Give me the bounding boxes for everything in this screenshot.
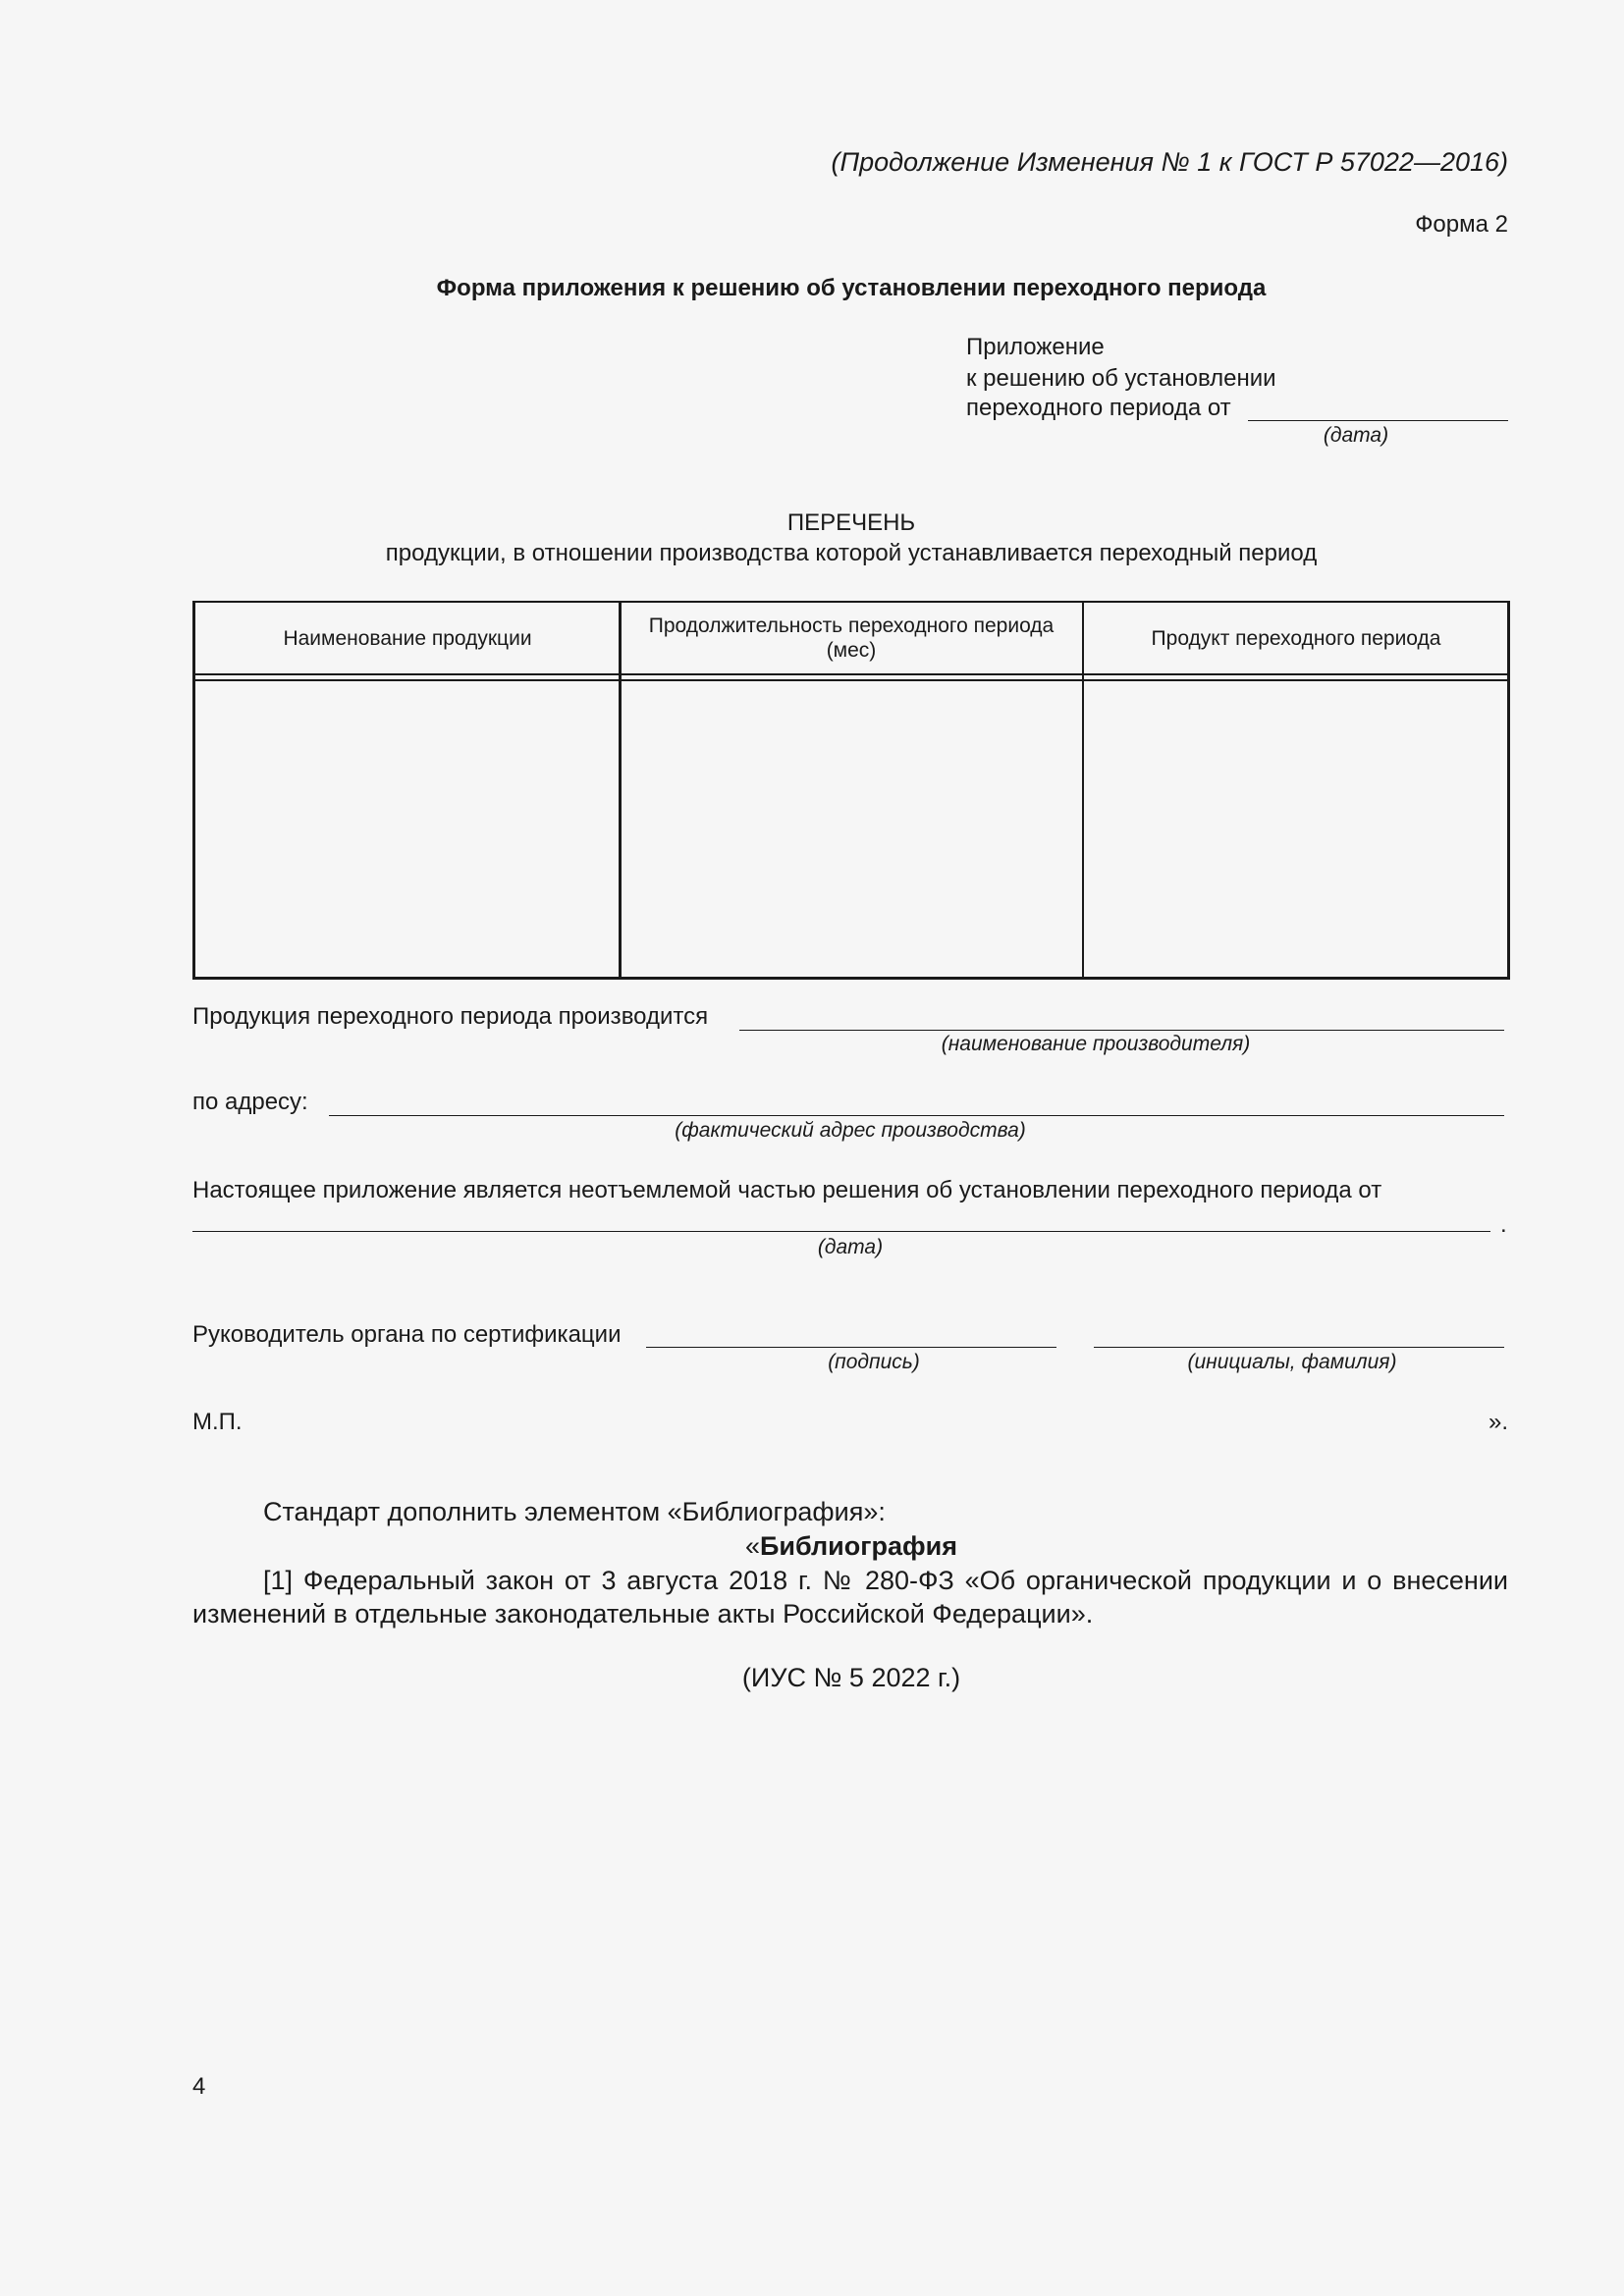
table-header-duration: Продолжительность переходного периода (мес) [648,614,1055,662]
name-line [1094,1347,1504,1348]
integral-date-line [192,1231,1490,1232]
table-border-left [192,601,195,979]
name-caption: (инициалы, фамилия) [1187,1351,1397,1373]
bibliography-heading-quote: « [744,1531,761,1561]
table-header-product-name: Наименование продукции [283,626,532,650]
appendix-date-line [1248,420,1508,421]
bibliography-intro: Стандарт дополнить элементом «Библиография»: [263,1497,886,1526]
integral-period: . [1500,1211,1507,1238]
form-title: Форма приложения к решению об установлении переходного периода [436,275,1267,301]
appendix-line2: к решению об установлении [966,365,1276,392]
list-title: ПЕРЕЧЕНЬ [786,509,916,536]
appendix-date-caption: (дата) [1323,424,1389,447]
table-divider-2 [1082,601,1084,979]
bibliography-ref-line1: [1] Федеральный закон от 3 августа 2018 г. № 280-ФЗ «Об органической продукции и о внесении [263,1566,1508,1595]
seal-mark: М.П. [192,1409,243,1435]
table-header-transition-product: Продукт переходного периода [1151,626,1441,650]
appendix-line3: переходного периода от [966,395,1231,421]
table-border-right [1507,601,1510,979]
table-header-separator-2 [192,679,1510,681]
integral-date-caption: (дата) [817,1236,884,1258]
signature-line [646,1347,1056,1348]
table-border-bottom [192,977,1510,980]
page-number: 4 [192,2073,206,2100]
ius-reference: (ИУС № 5 2022 г.) [741,1663,961,1692]
head-label: Руководитель органа по сертификации [192,1321,622,1348]
table-header-separator-1 [192,673,1510,675]
continuation-header: (Продолжение Изменения № 1 к ГОСТ Р 57022—2016) [831,147,1508,177]
form-number: Форма 2 [1415,211,1508,238]
producer-caption: (наименование производителя) [941,1033,1251,1055]
address-label: по адресу: [192,1089,308,1115]
address-caption: (фактический адрес производства) [675,1119,1026,1142]
producer-label: Продукция переходного периода производится [192,1003,709,1030]
address-line [329,1115,1504,1116]
bibliography-ref-line2: изменений в отдельные законодательные акты Российской Федерации». [192,1599,1094,1629]
closing-quote: ». [1488,1409,1508,1435]
bibliography-heading-text: Библиография [760,1531,957,1561]
list-subtitle: продукции, в отношении производства которой устанавливается переходный период [385,540,1318,566]
signature-caption: (подпись) [828,1351,920,1373]
producer-line [739,1030,1504,1031]
appendix-line1: Приложение [966,334,1105,360]
bibliography-heading [0,1529,1624,1563]
table-divider-1 [619,601,622,979]
integral-statement: Настоящее приложение является неотъемлемой частью решения об установлении переходного периода от [192,1177,1382,1203]
